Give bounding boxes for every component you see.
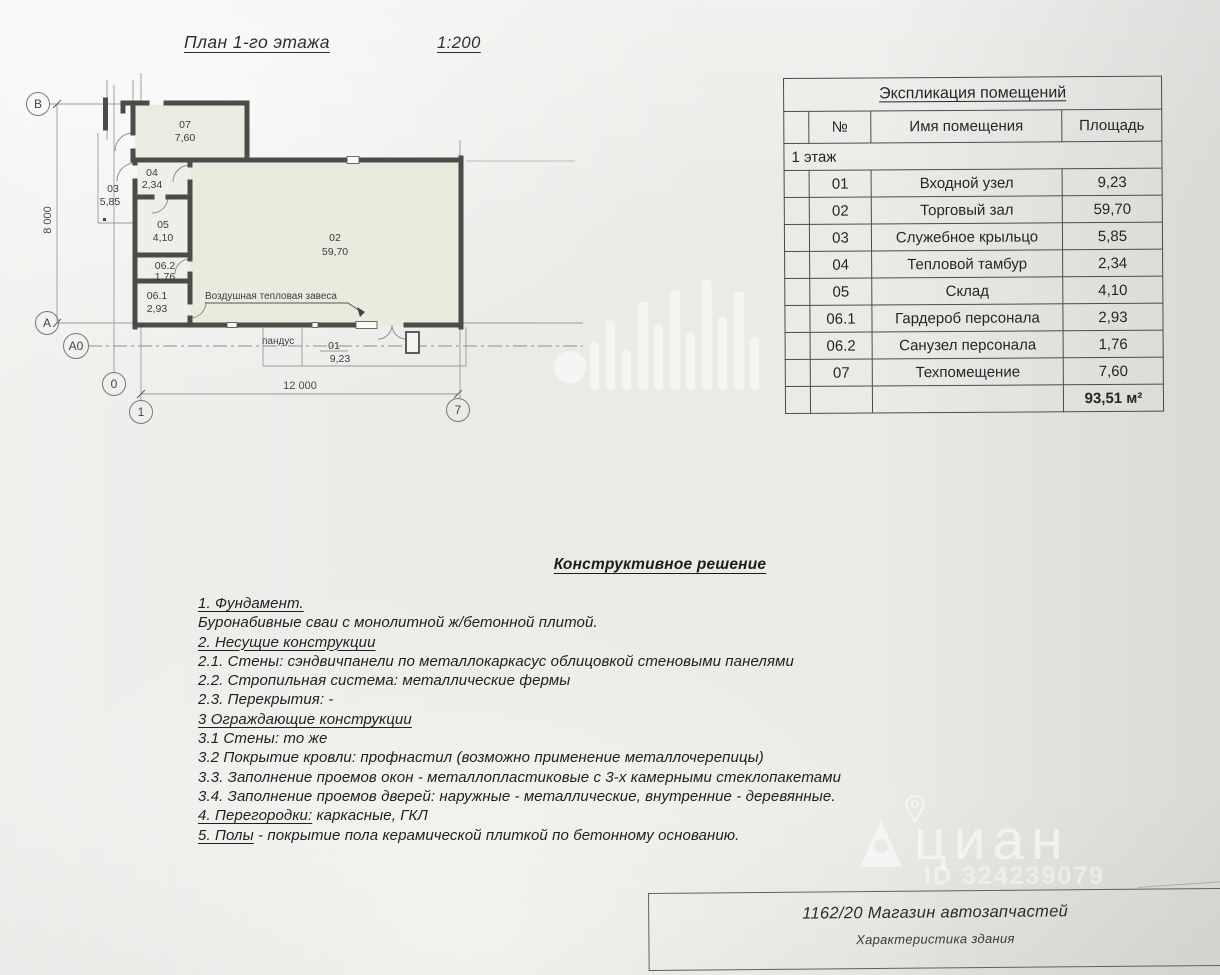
construction-line: 1. Фундамент. (198, 595, 304, 612)
table-row: 05 Склад 4,10 (785, 276, 1163, 305)
svg-text:2,93: 2,93 (146, 303, 168, 315)
svg-text:5,85: 5,85 (99, 196, 121, 208)
col-name: Имя помещения (871, 110, 1062, 143)
construction-line: 3.2 Покрытие кровли: профнастил (возможно применение металлочерепицы) (198, 749, 764, 767)
svg-text:1,76: 1,76 (154, 271, 176, 283)
cian-brand-text: циан (914, 808, 1070, 872)
col-spacer (784, 111, 809, 143)
project-title: 1162/20 Магазин автозапчастей (802, 902, 1069, 923)
page-title: План 1-го этажа (184, 32, 330, 52)
svg-text:59,70: 59,70 (321, 246, 349, 258)
construction-line: 3.1 Стены: то же (198, 730, 328, 748)
watermark-id: ID 324239079 (924, 862, 1106, 890)
plan-scale: 1:200 (437, 34, 481, 52)
axis-label-7: 7 (454, 403, 462, 417)
construction-line: 5. Полы - покрытие пола керамической плиткой по бетонному основанию. (198, 826, 740, 844)
air-curtain-label: Воздушная тепловая завеса (205, 291, 337, 302)
table-row: 03 Служебное крыльцо 5,85 (784, 222, 1162, 251)
table-row: 04 Тепловой тамбур 2,34 (785, 249, 1163, 278)
floor-row: 1 этаж (784, 141, 1162, 170)
svg-text:4,10: 4,10 (152, 232, 174, 244)
svg-text:07: 07 (179, 119, 191, 131)
construction-line: Буронабивные сваи с монолитной ж/бетонной плитой. (198, 614, 598, 632)
axis-label-b: В (33, 97, 43, 111)
axis-label-a0: А0 (68, 339, 84, 353)
svg-text:06.1: 06.1 (146, 290, 168, 302)
construction-list (198, 594, 918, 845)
door-pillar (406, 332, 419, 353)
svg-text:9,23: 9,23 (329, 353, 351, 365)
ramp-label: пандус (262, 336, 295, 347)
pin-icon (904, 794, 926, 824)
axis-label-0: 0 (110, 377, 118, 391)
table-row: 01 Входной узел 9,23 (784, 168, 1162, 197)
total-area: 93,51 м² (1063, 384, 1163, 412)
dim-width: 12 000 (283, 380, 317, 392)
construction-line: 3.3. Заполнение проемов окон - металлопластиковые с 3-х камерными стеклопакетами (198, 768, 842, 786)
erased-watermark-artifact (548, 262, 778, 402)
svg-text:02: 02 (329, 232, 341, 244)
dim-height: 8 000 (42, 206, 54, 234)
project-caption: Характеристика здания (856, 930, 1015, 948)
construction-line: 2. Несущие конструкции (198, 633, 376, 651)
axis-label-1: 1 (137, 405, 145, 419)
construction-line: 2.3. Перекрытия: - (198, 691, 334, 709)
svg-text:05: 05 (157, 219, 169, 231)
svg-text:2,34: 2,34 (141, 179, 163, 191)
porch-dot (103, 218, 106, 221)
svg-text:04: 04 (146, 167, 158, 179)
construction-line: 3 Ограждающие конструкции (198, 710, 412, 728)
title-block (648, 888, 1220, 971)
total-row (785, 384, 1163, 413)
table-row: 07 Техпомещение 7,60 (785, 357, 1163, 386)
construction-line: 4. Перегородки: каркасные, ГКЛ (198, 807, 428, 825)
construction-line: 2.1. Стены: сэндвичпанели по металлокаркасус облицовкой стеновыми панелями (198, 652, 794, 670)
explication-title: Экспликация помещений (784, 76, 1162, 111)
scan-edge-artifact (1138, 881, 1220, 888)
svg-text:03: 03 (107, 183, 119, 195)
axis-label-a: А (42, 316, 52, 330)
col-number: № (809, 111, 871, 143)
col-area: Площадь (1062, 109, 1162, 142)
explication-header-row (784, 109, 1162, 143)
svg-text:01: 01 (328, 340, 340, 352)
construction-line: 3.4. Заполнение проемов дверей: наружные - металлические, внутренние - деревянные. (198, 787, 836, 805)
explication-table (783, 76, 1163, 414)
svg-text:06.2: 06.2 (154, 260, 176, 272)
floor-plan (0, 55, 600, 435)
table-row: 06.1 Гардероб персонала 2,93 (785, 303, 1163, 332)
table-row: 06.2 Санузел персонала 1,76 (785, 330, 1163, 359)
table-row: 02 Торговый зал 59,70 (784, 195, 1162, 224)
construction-line: 2.2. Стропильная система: металлические фермы (198, 672, 571, 690)
construction-title: Конструктивное решение (553, 556, 767, 573)
svg-text:7,60: 7,60 (174, 132, 196, 144)
